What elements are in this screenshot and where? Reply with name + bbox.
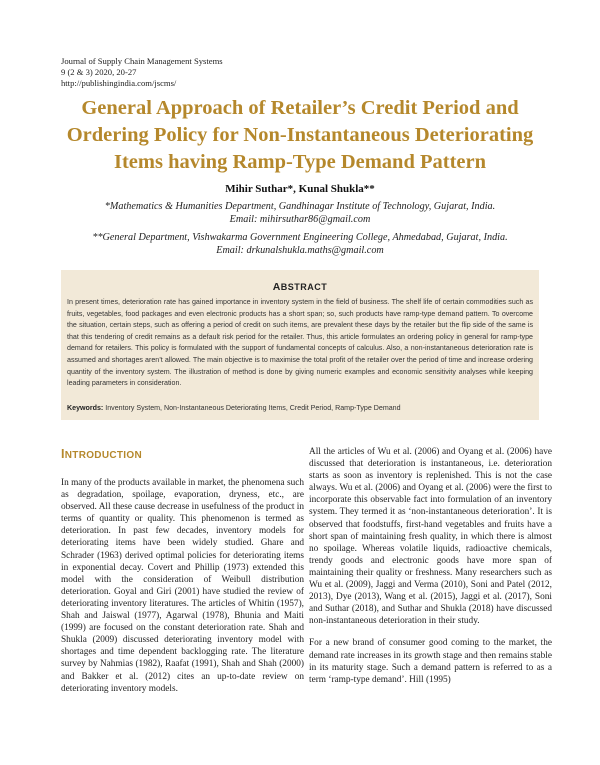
body-column-right	[309, 446, 552, 686]
abstract-box	[61, 270, 539, 420]
abstract-keywords	[67, 404, 533, 412]
introduction-heading-rest: NTRODUCTION	[64, 450, 142, 461]
affiliation-2-line: **General Department, Vishwakarma Government Engineering College, Ahmedabad, Gujarat, India.	[92, 232, 508, 243]
journal-name: Journal of Supply Chain Management Systems	[61, 56, 223, 66]
abstract-heading-initial: A	[272, 281, 281, 293]
intro-paragraph-3: For a new brand of consumer good coming to the market, the demand rate increases in its growth stage and then remains stable in its maturity stage. Such a demand pattern is referred to as a term ‘ramp-type demand’. Hill (1995)	[309, 638, 552, 685]
article-title: General Approach of Retailer’s Credit Period and Ordering Policy for Non-Instantaneous Deteriorating Items having Ramp-Type Demand Pattern	[66, 97, 534, 173]
introduction-heading-initial: I	[61, 447, 65, 461]
affiliation-1	[0, 200, 600, 226]
keywords-list: Inventory System, Non-Instantaneous Deteriorating Items, Credit Period, Ramp-Type Demand	[105, 404, 401, 412]
affiliation-1-line: *Mathematics & Humanities Department, Gandhinagar Institute of Technology, Gujarat, India.	[104, 201, 496, 212]
intro-paragraph-2: All the articles of Wu et al. (2006) and Oyang et al. (2006) have discussed that deterioration is instantaneous, i.e. deterioration starts as soon as inventory is replenished. This is not the case always. Wu et al. (2006) and Oyang et al. (2006) were the first to incorporate this observable fact into formulation of an inventory system. They termed it as ‘non-instantaneous deterioration’. It is observed that foodstuffs, first-hand vegetables and fruits have a short span of maintaining fresh quality, in which there is almost no spoilage. Whereas volatile liquids, radioactive chemicals, trendy goods and electronic goods have more span of maintaining their quality or freshness. Many researchers such as Wu et al. (2009), Jaggi and Verma (2010), Soni and Patel (2012, 2013), Dye (2013), Wang et al. (2015), Jaggi et al. (2017), Soni and Suthar (2018), and Suthar and Shukla (2018) have discussed non-instantaneous deterioration in their study.	[309, 447, 552, 627]
abstract-text: In present times, deterioration rate has gained importance in inventory system in the field of business. The shelf life of certain commodities such as fruits, vegetables, food packages and even electronic products has a short span; so, such products have ramp-type demand pattern. To overcome the situation, certain steps, such as offering a period of credit on such items, are prevalent these days by the retailer but the flip side of the same is that this tendering of credit remains as a default risk period for the retailer. Thus, this article formulates an ordering policy in general for ramp-type demand for retailers. This policy is formulated with the support of fundamental concepts of calculus. Also, a non-instantaneous deterioration rate is assumed and shortages aren’t allowed. The main objective is to maximise the total profit of the retailer over the period of time and increase ordering quantity of the inventory system. The illustration of method is done by giving numeric examples and economic sensitivity analyses while keeping leading parameters in consideration.	[67, 298, 533, 388]
affiliation-2	[0, 231, 600, 257]
affiliation-2-email[interactable]: Email: drkunalshukla.maths@gmail.com	[216, 245, 384, 256]
abstract-heading	[61, 281, 539, 293]
keywords-label: Keywords:	[67, 404, 104, 412]
body-column-left	[61, 477, 304, 695]
introduction-heading	[61, 447, 142, 461]
journal-volume: 9 (2 & 3) 2020, 20-27	[61, 67, 137, 77]
intro-paragraph-1: In many of the products available in market, the phenomena such as degradation, spoilage, evaporation, dryness, etc., are observed. All these cause decrease in usefulness of the product in terms of quantity or quality. This phenomenon is termed as deterioration. In past few decades, inventory models for deteriorating items have been widely studied. Ghare and Schrader (1963) derived optimal policies for deteriorating items in exponential decay. Covert and Phillip (1973) extended this model with the consideration of Weibull distribution deterioration. Goyal and Giri (2001) have studied the review of deteriorating inventory literatures. The articles of Whitin (1957), Shah and Jaiswal (1977), Agarwal (1978), Bhunia and Maiti (1999) are focused on the constant deterioration rate. Shah and Shukla (2009) discussed deteriorating inventory model with shortages and time dependent backlogging rate. The literature survey by Nahmias (1982), Raafat (1991), Shah and Shah (2000) and Bakker et al. (2012) cites an up-to-date review on deteriorating inventory models.	[61, 478, 304, 694]
journal-info	[61, 56, 223, 89]
article-authors: Mihir Suthar*, Kunal Shukla**	[225, 183, 375, 195]
abstract-heading-rest: BSTRACT	[280, 282, 328, 292]
affiliation-1-email[interactable]: Email: mihirsuthar86@gmail.com	[229, 214, 371, 225]
journal-url[interactable]: http://publishingindia.com/jscms/	[61, 78, 177, 88]
